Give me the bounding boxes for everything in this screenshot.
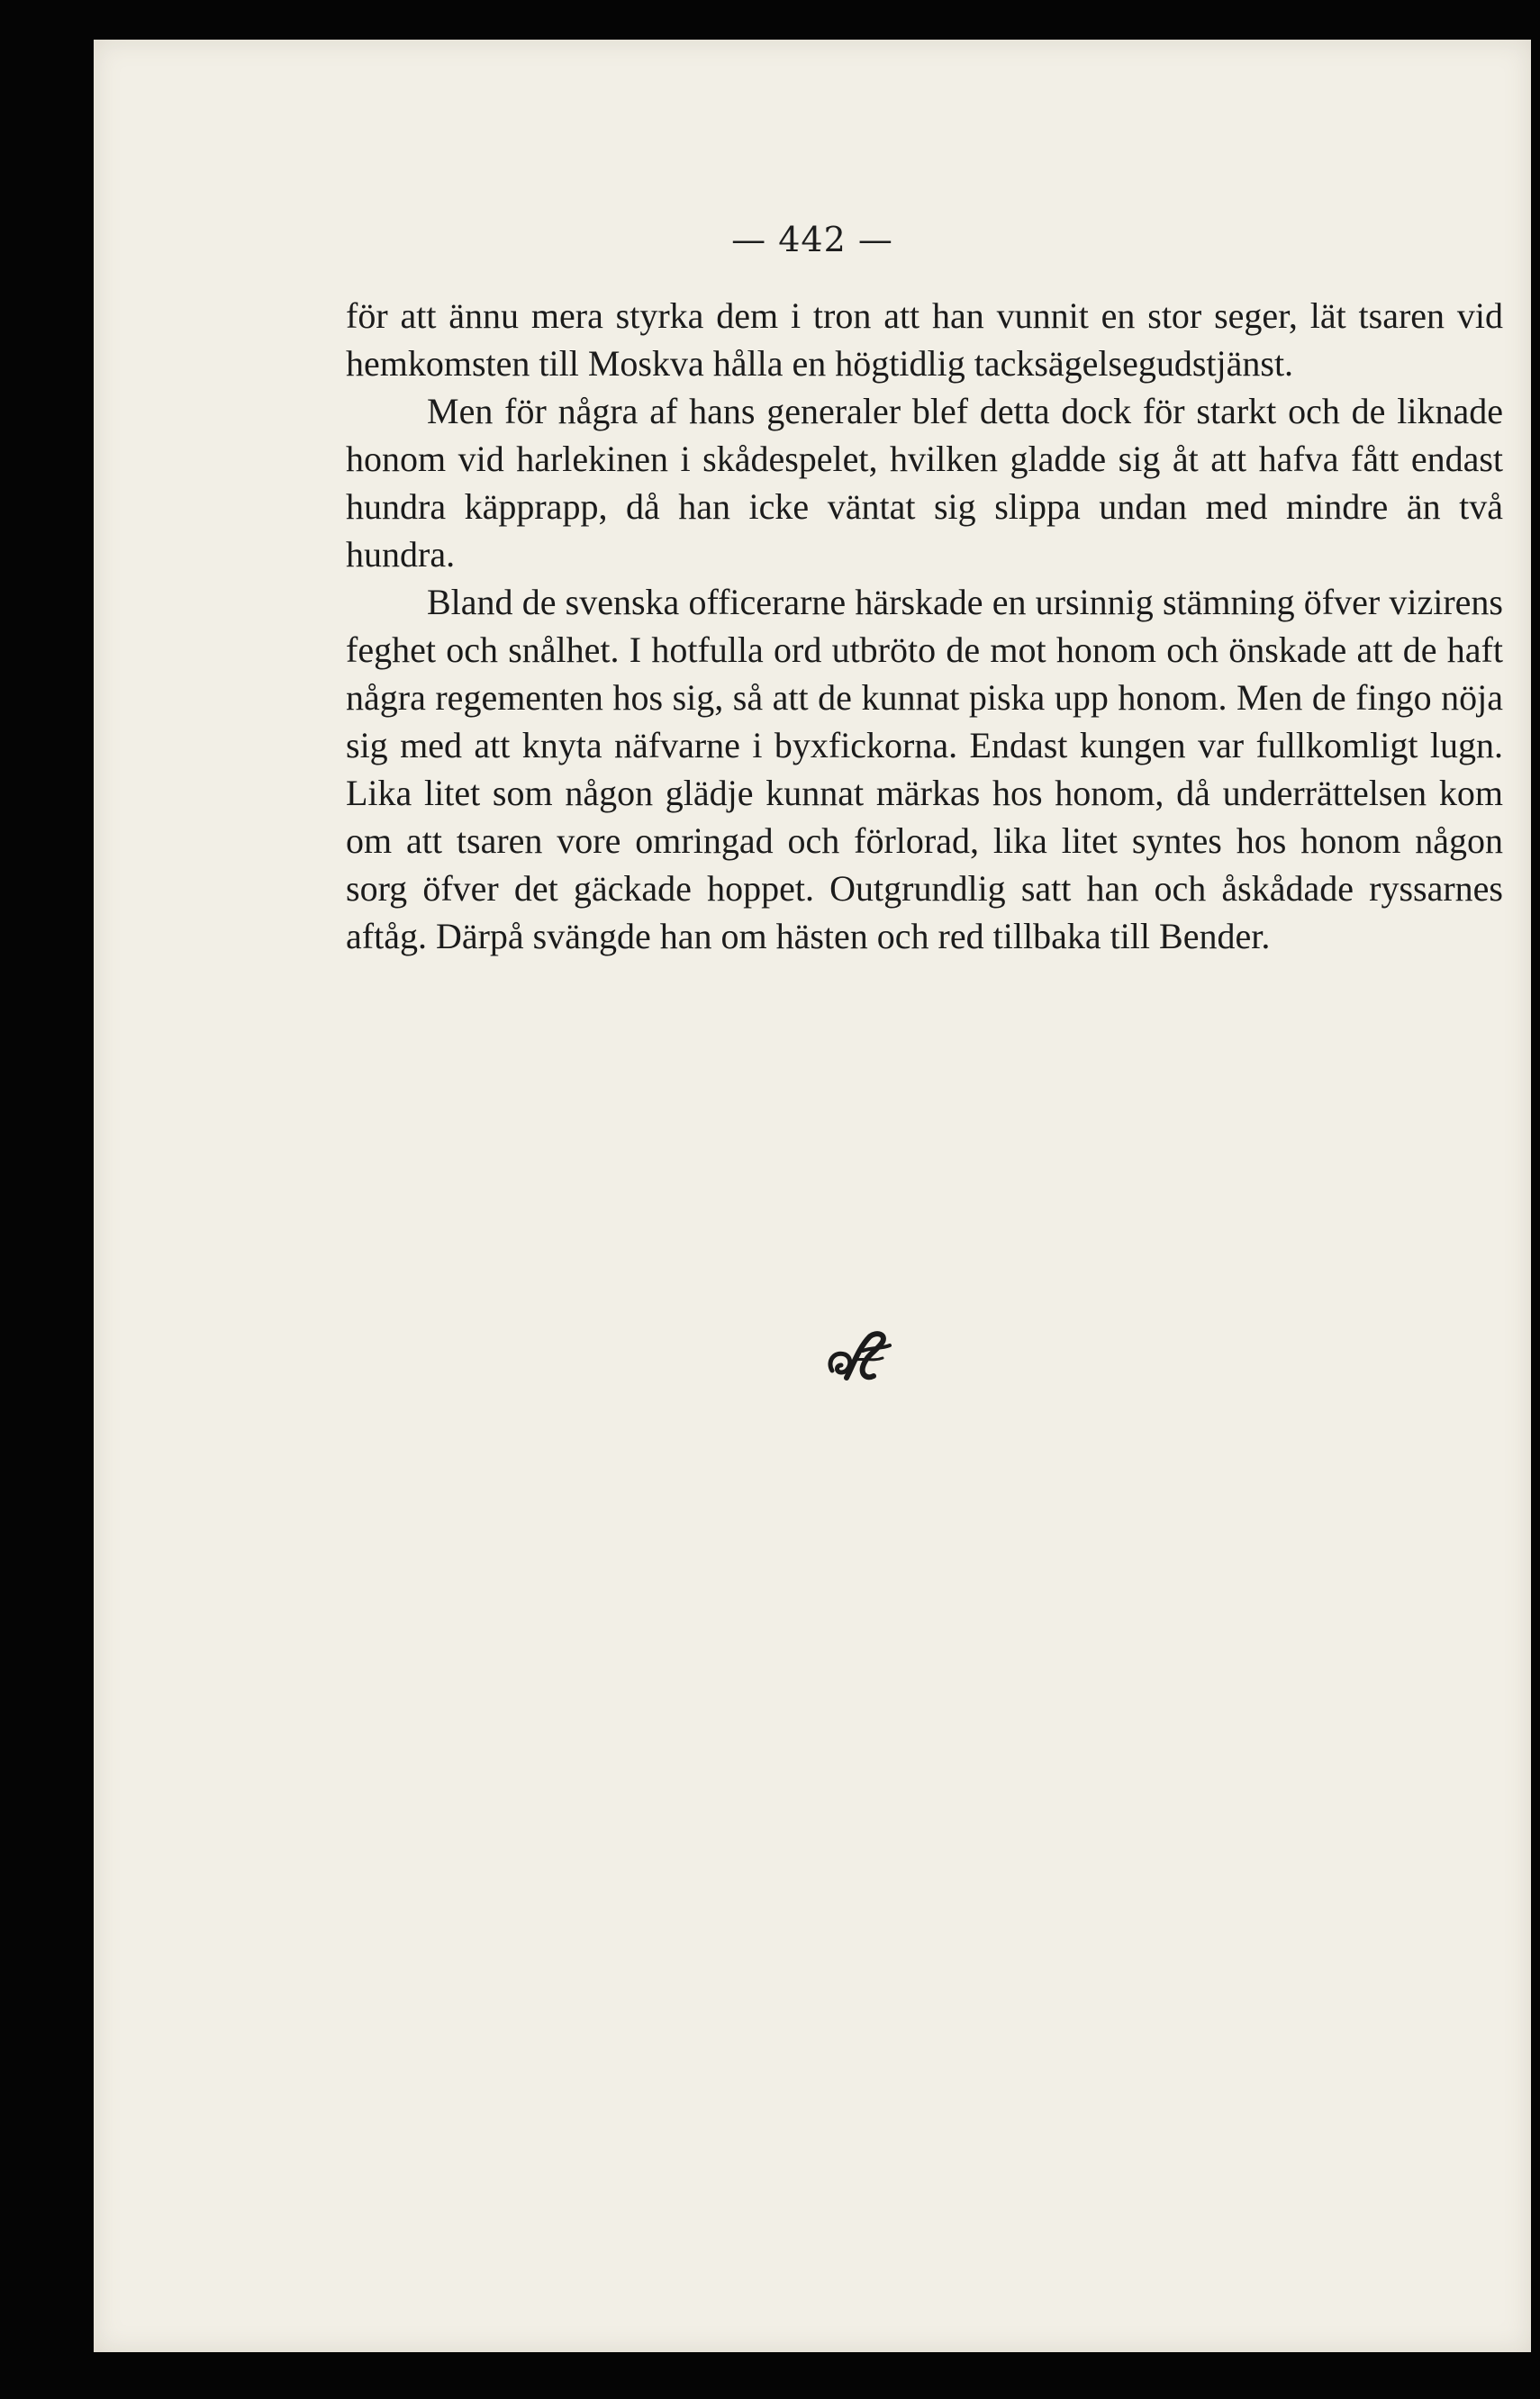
fleuron-icon <box>823 1327 895 1390</box>
paragraph-3: Bland de svenska officerarne härskade en ursinnig stämning öfver vizirens feghet och snålhet. I hotfulla ord utbröto de mot honom och önskade att de haft några regementen hos sig, så att de kunnat piska upp honom. Men de fingo nöja sig med att knyta näfvarne i byxfickorna. Endast kungen var fullkomligt lugn. Lika litet som någon glädje kunnat märkas hos honom, då underrättelsen kom om att tsaren vore omringad och förlorad, lika litet syntes hos honom någon sorg öfver det gäckade hoppet. Outgrundlig satt han och åskådade ryssarnes aftåg. Därpå svängde han om hästen och red tillbaka till Bender. <box>346 582 1503 956</box>
paragraph-1: för att ännu mera styrka dem i tron att han vunnit en stor seger, lät tsaren vid hemkomsten till Moskva hålla en högtidlig tacksägelsegudstjänst. <box>346 295 1503 384</box>
body-text <box>346 292 1503 960</box>
paragraph-2: Men för några af hans generaler blef detta dock för starkt och de liknade honom vid harlekinen i skådespelet, hvilken gladde sig åt att hafva fått endast hundra käpprapp, då han icke väntat sig slippa undan med mindre än två hundra. <box>346 391 1503 575</box>
book-page <box>94 40 1531 2352</box>
page-number: — 442 — <box>731 220 893 259</box>
